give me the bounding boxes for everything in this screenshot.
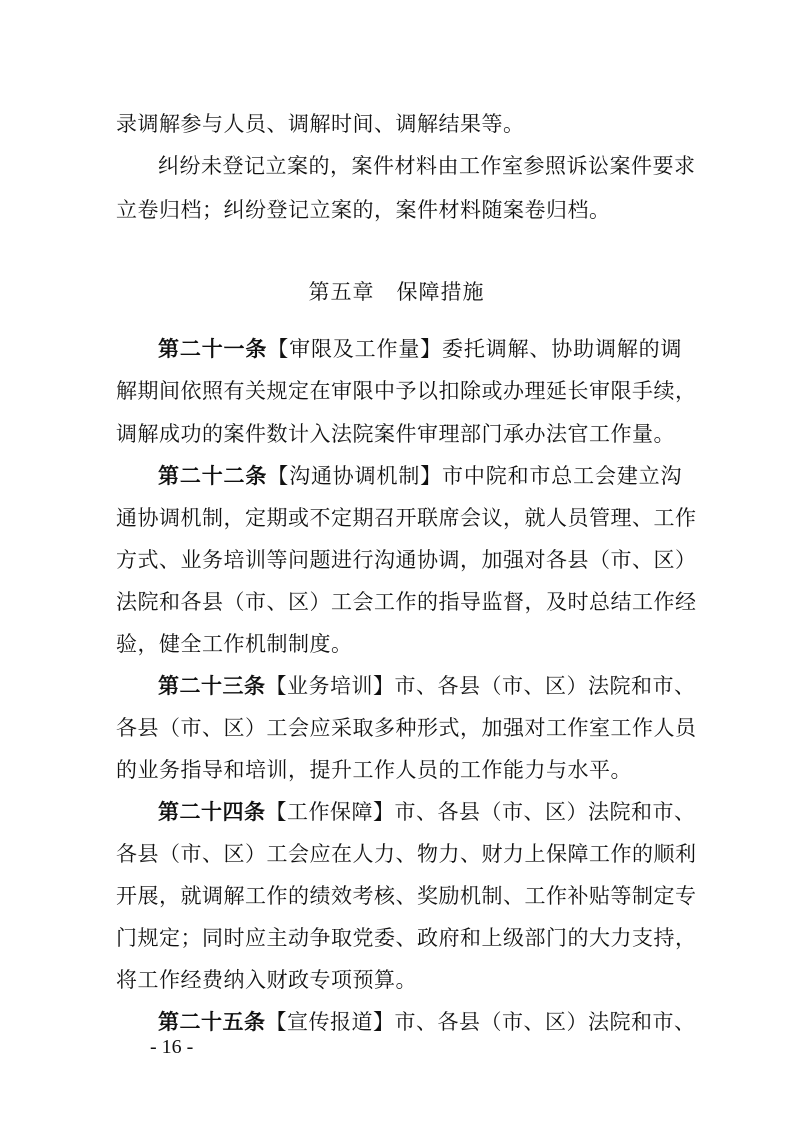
article-text: 【沟通协调机制】市中院和市总工会建立沟	[267, 464, 683, 488]
article-line: 的业务指导和培训，提升工作人员的工作能力与水平。	[116, 758, 632, 782]
article-label: 第二十五条	[158, 1010, 266, 1034]
article-line: 开展，就调解工作的绩效考核、奖励机制、工作补贴等制定专	[116, 884, 697, 908]
article-label: 第二十三条	[158, 674, 266, 698]
article-first-line	[158, 335, 682, 363]
article-line: 法院和各县（市、区）工会工作的指导监督，及时总结工作经	[116, 590, 697, 614]
paragraph-line: 录调解参与人员、调解时间、调解结果等。	[116, 112, 525, 136]
article-text: 【审限及工作量】委托调解、协助调解的调	[267, 337, 683, 361]
article-line: 门规定；同时应主动争取党委、政府和上级部门的大力支持，	[116, 926, 697, 950]
article-text: 【工作保障】市、各县（市、区）法院和市、	[265, 800, 696, 824]
article-text: 【业务培训】市、各县（市、区）法院和市、	[265, 674, 696, 698]
article-line: 各县（市、区）工会应采取多种形式，加强对工作室工作人员	[116, 716, 697, 740]
article-line: 通协调机制，定期或不定期召开联席会议，就人员管理、工作	[116, 506, 697, 530]
paragraph-line: 立卷归档；纠纷登记立案的，案件材料随案卷归档。	[116, 198, 611, 222]
chapter-heading: 第五章 保障措施	[308, 280, 485, 304]
article-line: 解期间依照有关规定在审限中予以扣除或办理延长审限手续，	[116, 379, 697, 403]
paragraph-line: 纠纷未登记立案的，案件材料由工作室参照诉讼案件要求	[158, 154, 696, 178]
article-label: 第二十一条	[158, 337, 268, 361]
article-first-line	[158, 1008, 696, 1036]
article-text: 【宣传报道】市、各县（市、区）法院和市、	[265, 1010, 696, 1034]
article-first-line	[158, 798, 696, 826]
article-first-line	[158, 672, 696, 700]
article-line: 验，健全工作机制制度。	[116, 632, 353, 656]
page-number: - 16 -	[150, 1036, 194, 1058]
article-first-line	[158, 462, 682, 490]
article-line: 将工作经费纳入财政专项预算。	[116, 968, 417, 992]
article-line: 方式、业务培训等问题进行沟通协调，加强对各县（市、区）	[116, 548, 697, 572]
article-label: 第二十四条	[158, 800, 266, 824]
article-label: 第二十二条	[158, 464, 268, 488]
article-line: 各县（市、区）工会应在人力、物力、财力上保障工作的顺利	[116, 842, 697, 866]
article-line: 调解成功的案件数计入法院案件审理部门承办法官工作量。	[116, 422, 675, 446]
